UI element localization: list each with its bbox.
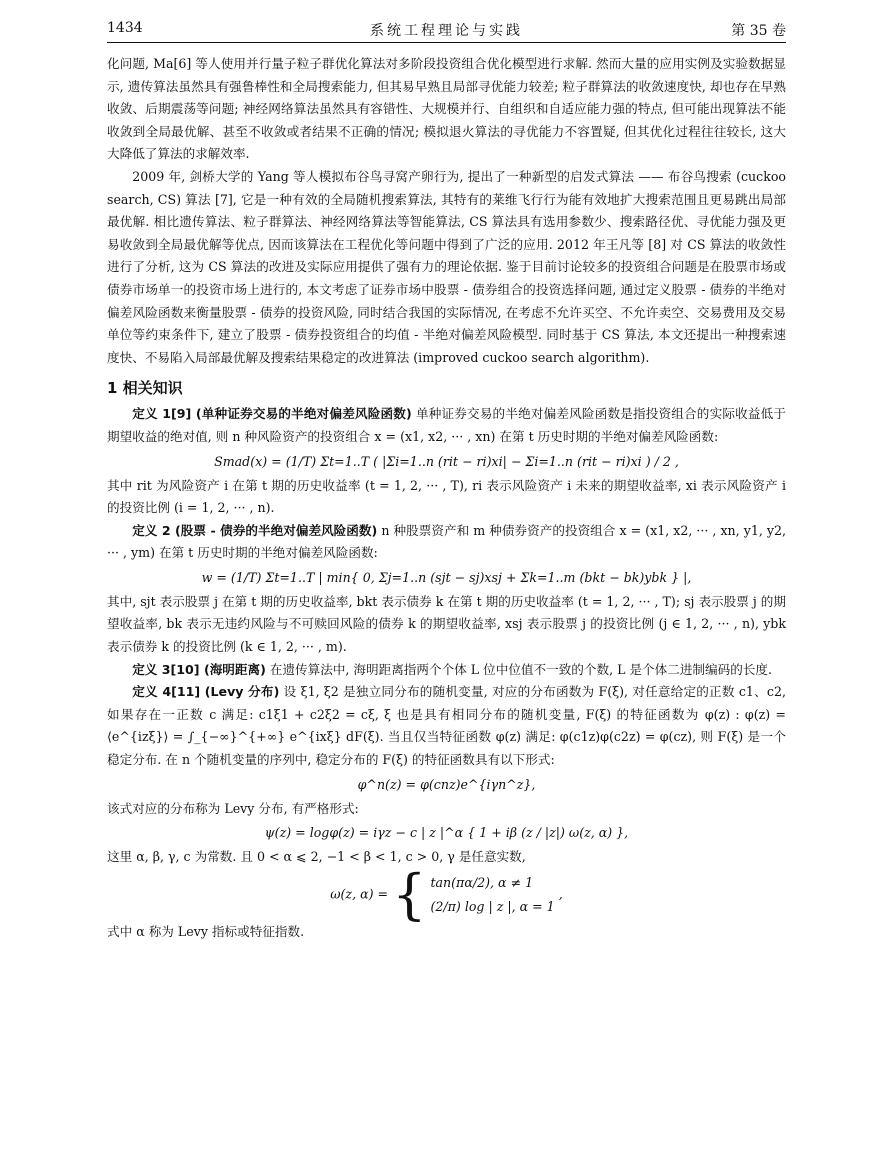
definition-1-title: 定义 1[9] (单种证券交易的半绝对偏差风险函数) [132,406,412,422]
equation-w: w = (1/T) Σt=1..T | min{ 0, Σj=1..n (sjt − sj)xsj + Σk=1..m (bkt − bk)ybk } |, [201,569,692,585]
omega-cases [430,871,554,919]
constants-note: 这里 α, β, γ, c 为常数. 且 0 < α ⩽ 2, −1 < β < 1, c > 0, γ 是任意实数, [107,849,526,865]
definition-3-title: 定义 3[10] (海明距离) [132,661,266,677]
definition-4-title: 定义 4[11] (Levy 分布) [132,684,280,700]
paragraph-cuckoo-search: 2009 年, 剑桥大学的 Yang 等人模拟布谷鸟寻窝产卵行为, 提出了一种新型的启发式算法 —— 布谷鸟搜索 (cuckoo search, CS) 算法 [7], 它是一种有效的全局随机搜索算法, 其特有的莱维飞行行为能有效地扩大搜索范围且更易跳出局部最优解. 相比遗传算法、粒子群算法、神经网络算法等智能算法, CS 算法具有选用参数少、搜索路径优、寻优能力强及更易收敛到全局最优解等优点, 因而该算法在工程优化等问题中得到了广泛的应用. 2012 年王凡等 [8] 对 CS 算法的收敛性进行了分析, 这为 CS 算法的改进及实际应用提供了强有力的理论依据. 鉴于目前讨论较多的投资组合问题是在股票市场或债券市场单一的投资市场上进行的, 本文考虑了证券市场中股票 - 债券组合的投资选择问题, 通过定义股票 - 债券的半绝对偏差风险函数来衡量股票 - 债券的投资风险, 同时结合我国的实际情况, 在考虑不允许买空、不允许卖空、交易费用及交易单位等约束条件下, 建立了股票 - 债券投资组合的均值 - 半绝对偏差风险模型. 同时基于 CS 算法, 本文还提出一种搜索速度快、不易陷入局部最优解及搜索结果稳定的改进算法 (improved cuckoo search algorithm). [107,168,786,365]
volume-label: 第 35 卷 [731,23,786,39]
omega-case-1: tan(πα/2), α ≠ 1 [430,874,534,890]
equation-smad: Smad(x) = (1/T) Σt=1..T ( |Σi=1..n (rit − ri)xi| − Σi=1..n (rit − ri)xi ) / 2 , [214,453,679,469]
paragraph-intro-end: 化问题, Ma[6] 等人使用并行量子粒子群优化算法对多阶段投资组合优化模型进行求解. 然而大量的应用实例及实验数据显示, 遗传算法虽然具有强鲁棒性和全局搜索能力, 但其易早熟且局部寻优能力较差; 粒子群算法的收敛速度快, 却也存在早熟收敛、后期震荡等问题; 神经网络算法虽然具有容错性、大规模并行、自组织和自适应能力强的特点, 但可能出现算法不能收敛到全局最优解、甚至不收敛或者结果不正确的情况; 模拟退火算法的寻优能力不容置疑, 但其优化过程往往较长, 这大大降低了算法的求解效率. [107,56,786,162]
body-text [107,53,786,943]
definition-2-explanation: 其中, sjt 表示股票 j 在第 t 期的历史收益率, bkt 表示债券 k 在第 t 期的历史收益率 (t = 1, 2, ··· , T); sj 表示股票 j 的期望收益率, bk 表示无违约风险与不可赎回风险的债券 k 的期望收益率, xsj 表示股票 j 的投资比例 (j ∈ 1, 2, ··· , n), ybk 表示债券 k 的投资比例 (k ∈ 1, 2, ··· , m). [107,593,786,655]
left-brace-icon: { [392,862,427,926]
definition-3 [107,659,786,682]
equation-omega [107,862,786,926]
levy-index-note: 式中 α 称为 Levy 指标或特征指数. [107,923,305,939]
omega-case-2: (2/π) log | z |, α = 1 [430,898,555,914]
section-heading: 1 相关知识 [107,379,183,398]
journal-title: 系统工程理论与实践 [370,23,523,39]
equation-phi-n: φ^n(z) = φ(cnz)e^{iγn^z}, [357,776,536,792]
definition-4 [107,681,786,771]
omega-tail: , [558,886,563,902]
equation-psi: ψ(z) = logφ(z) = iγz − c | z |^α { 1 + iβ (z / |z|) ω(z, α) }, [264,825,629,841]
definition-1 [107,403,786,448]
page-number: 1434 [107,20,143,36]
definition-1-explanation: 其中 rit 为风险资产 i 在第 t 期的历史收益率 (t = 1, 2, ··· , T), ri 表示风险资产 i 未来的期望收益率, xi 表示风险资产 i 的投资比例 (i = 1, 2, ··· , n). [107,477,786,516]
definition-2-title: 定义 2 (股票 - 债券的半绝对偏差风险函数) [132,522,378,538]
omega-lhs: ω(z, α) = [330,886,389,902]
definition-2 [107,520,786,565]
definition-4-body: 设 ξ1, ξ2 是独立同分布的随机变量, 对应的分布函数为 F(ξ), 对任意给定的正数 c1、c2, 如果存在一正数 c 满足: c1ξ1 + c2ξ2 = cξ, ξ 也是具有相同分布的随机变量, F(ξ) 的特征函数为 φ(z) : φ(z) = ⟨e^{izξ}⟩ = ∫_{−∞}^{+∞} e^{ixξ} dF(ξ). 当且仅当特征函数 φ(z) 满足: φ(c1z)φ(c2z) = φ(cz), 则 F(ξ) 是一个稳定分布. 在 n 个随机变量的序列中, 稳定分布的 F(ξ) 的特征函数具有以下形式: [107,684,786,768]
definition-2-body: n 种股票资产和 m 种债券资产的投资组合 x = (x1, x2, ··· , xn, y1, y2, ··· , ym) 在第 t 历史时期的半绝对偏差风险函数: [107,522,786,561]
running-header [107,20,786,43]
levy-distribution-intro: 该式对应的分布称为 Levy 分布, 有严格形式: [107,800,359,816]
definition-3-body: 在遗传算法中, 海明距离指两个个体 L 位中位值不一致的个数, L 是个体二进制编码的长度. [265,661,772,677]
definition-1-body: 单种证券交易的半绝对偏差风险函数是指投资组合的实际收益低于期望收益的绝对值, 则 n 种风险资产的投资组合 x = (x1, x2, ··· , xn) 在第 t 历史时期的半绝对偏差风险函数: [107,406,786,444]
